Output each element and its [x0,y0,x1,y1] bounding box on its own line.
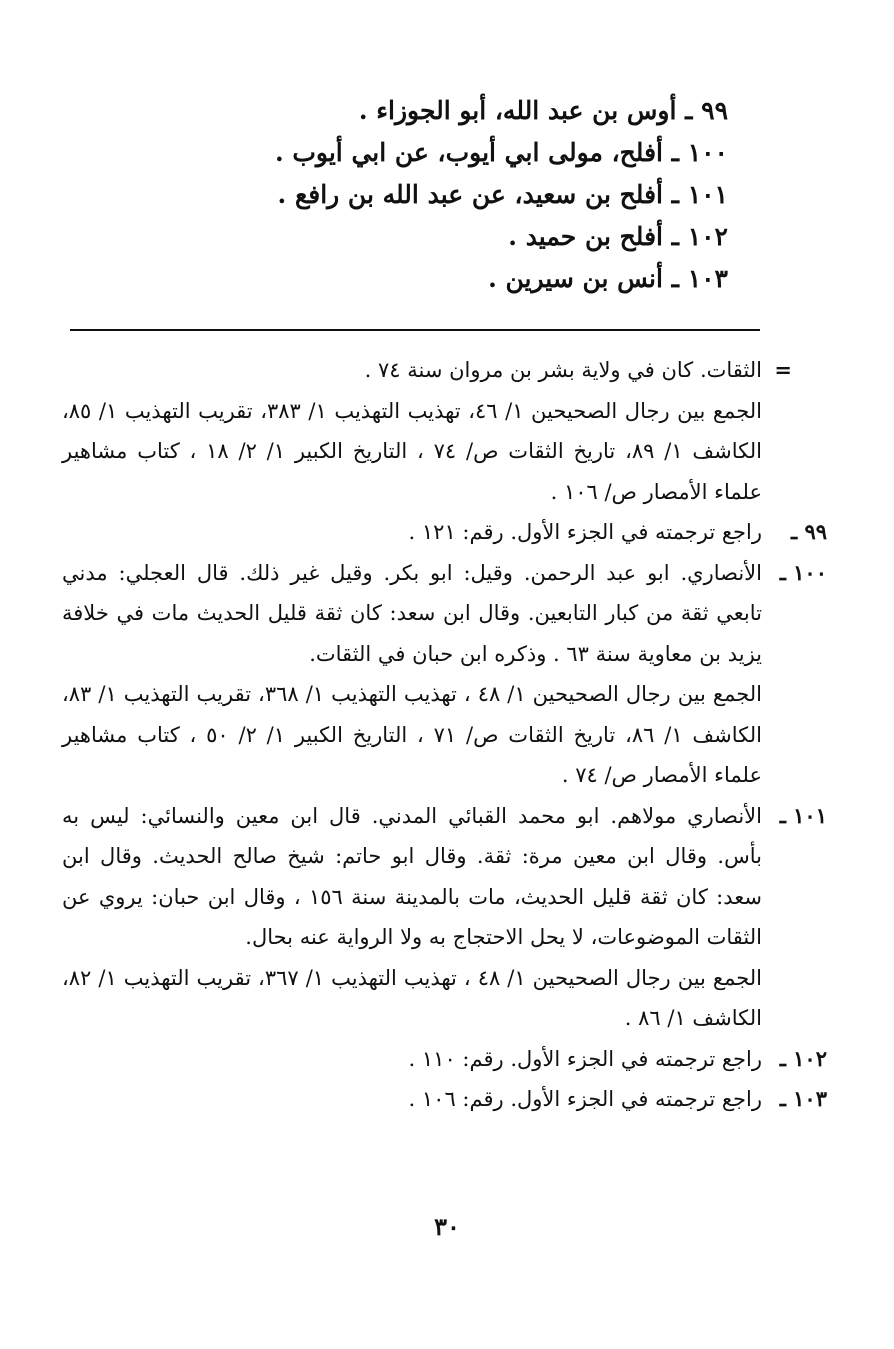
footnote-text: راجع ترجمته في الجزء الأول. رقم: ١١٠ . [408,1046,762,1071]
narrator-entry-101: ١٠١ ـ أفلح بن سعيد، عن عبد الله بن رافع . [277,180,728,209]
footnote-continuation-refs: الجمع بين رجال الصحيحين ١/ ٤٦، تهذيب التهذيب ١/ ٣٨٣، تقريب التهذيب ١/ ٨٥، الكاشف ١/ ٨٩، تاريخ الثقات ص/ ٧٤ ، التاريخ الكبير ١/ ٢/ ١٨ ، كتاب مشاهير علماء الأمصار ص/ ١٠٦ . [62,398,762,504]
narrator-entry-102: ١٠٢ ـ أفلح بن حميد . [508,222,728,251]
narrator-list [108,90,728,300]
footnote-number: ١٠١ ـ [779,802,827,828]
footnote-number: ١٠٢ ـ [779,1045,827,1071]
narrator-entry-103: ١٠٣ ـ أنس بن سيرين . [488,264,728,293]
footnote-99 [62,512,827,553]
footnote-100 [62,553,827,796]
footnote-number: ١٠٣ ـ [779,1086,827,1111]
footnote-divider [70,329,760,331]
footnote-number: ٩٩ ـ [790,519,827,544]
footnote-refs: الجمع بين رجال الصحيحين ١/ ٤٨ ، تهذيب التهذيب ١/ ٣٦٨، تقريب التهذيب ١/ ٨٣، الكاشف ١/ ٨٦، تاريخ الثقات ص/ ٧١ ، التاريخ الكبير ١/ ٢/ ٥٠ ، كتاب مشاهير علماء الأمصار ص/ ٧٤ . [62,682,763,787]
footnote-text: راجع ترجمته في الجزء الأول. رقم: ١٠٦ . [408,1087,762,1111]
footnotes-section [62,350,827,1120]
footnote-101 [62,796,827,1039]
footnote-continuation-text: الثقات. كان في ولاية بشر بن مروان سنة ٧٤ . [364,358,762,382]
page-number: ٣٠ [434,1212,460,1241]
footnote-103 [62,1079,827,1120]
footnote-text: الأنصاري. ابو عبد الرحمن. وقيل: ابو بكر. وقيل غير ذلك. قال العجلي: مدني تابعي ثقة من كبار التابعين. وقال ابن سعد: كان ثقة قليل الحديث مات في خلافة يزيد بن معاوية سنة ٦٣ . وذكره ابن حبان في الثقات. [62,560,762,666]
footnote-continuation [62,350,792,512]
continuation-mark: = [774,357,792,382]
footnote-text: راجع ترجمته في الجزء الأول. رقم: ١٢١ . [408,520,762,544]
footnote-refs: الجمع بين رجال الصحيحين ١/ ٤٨ ، تهذيب التهذيب ١/ ٣٦٧، تقريب التهذيب ١/ ٨٢، الكاشف ١/ ٨٦ . [62,965,763,1030]
narrator-entry-99: ٩٩ ـ أوس بن عبد الله، أبو الجوزاء . [358,96,728,125]
footnote-text: الأنصاري مولاهم. ابو محمد القبائي المدني. قال ابن معين والنسائي: ليس به بأس. وقال ابن معين مرة: ثقة. وقال ابو حاتم: شيخ صالح الحديث. وقال ابن سعد: كان ثقة قليل الحديث، مات بالمدينة سنة ١٥٦ ، وقال ابن حبان: يروي عن الثقات الموضوعات، لا يحل الاحتجاج به ولا الرواية عنه بحال. [62,803,762,949]
footnote-102 [62,1039,827,1080]
footnote-number: ١٠٠ ـ [779,559,827,585]
narrator-entry-100: ١٠٠ ـ أفلح، مولى ابي أيوب، عن ابي أيوب . [274,138,728,167]
